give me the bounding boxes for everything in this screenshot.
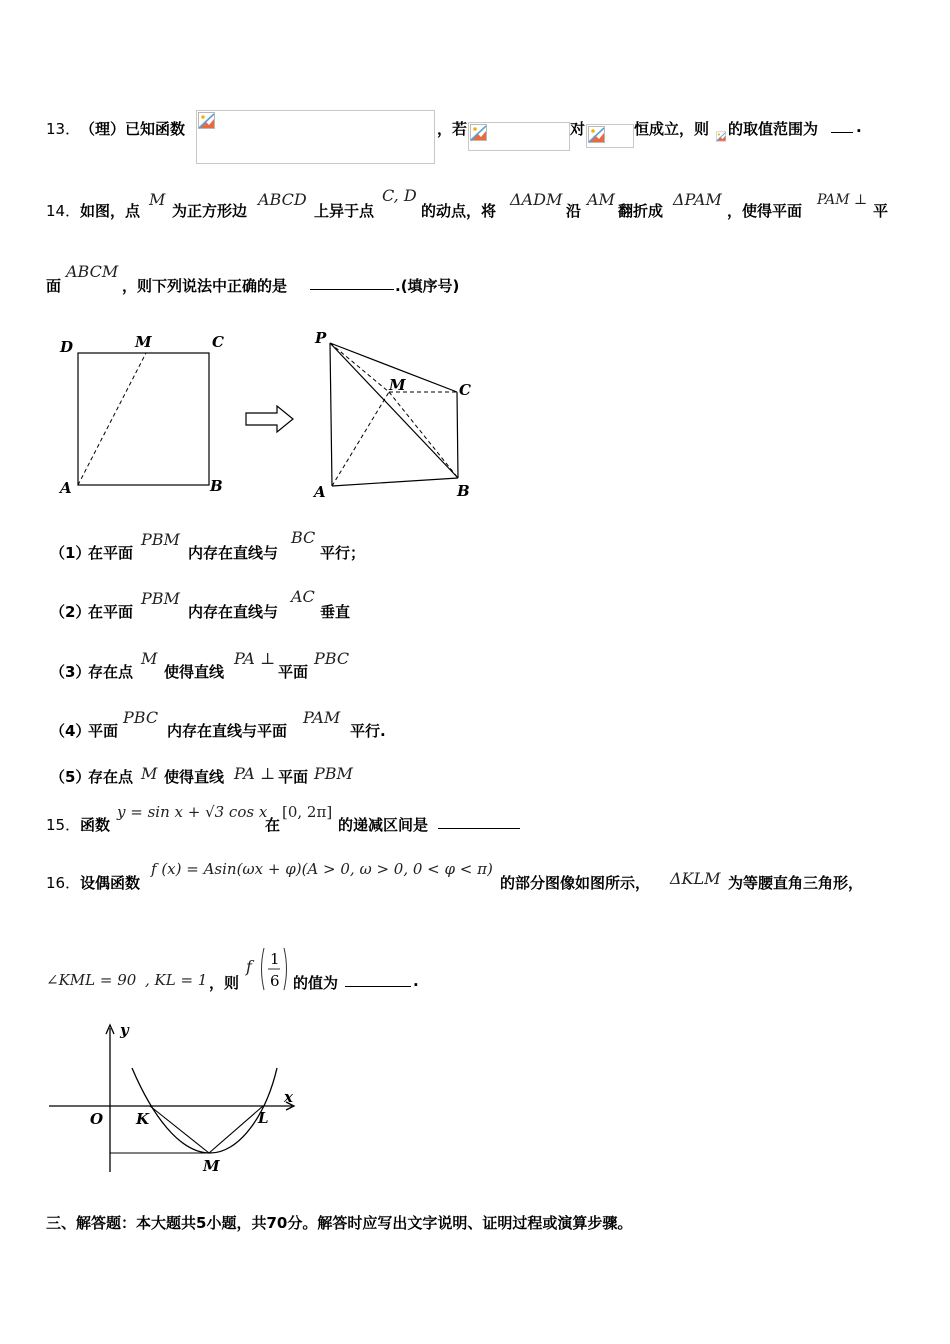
option-text: 存在点 xyxy=(88,663,134,681)
math-AM: AM xyxy=(587,190,615,209)
square-figure xyxy=(40,325,240,500)
q14-text: 平 xyxy=(873,202,889,220)
right-arrow-icon xyxy=(244,404,296,434)
label-B: B xyxy=(210,477,223,495)
option-text: 使得直线 xyxy=(164,663,225,681)
q13-text-prefix: （理）已知函数 xyxy=(80,120,186,138)
label-O: O xyxy=(90,1110,104,1128)
fraction-denominator: 6 xyxy=(270,972,280,990)
formula-image-placeholder xyxy=(196,110,435,164)
broken-image-icon xyxy=(470,124,487,141)
math-ABCM: ABCM xyxy=(66,262,119,281)
fraction-numerator: 1 xyxy=(270,950,280,968)
option-text: 内存在直线与 xyxy=(188,544,279,562)
math-interval: [0, 2π] xyxy=(282,803,333,821)
option-text: 平行； xyxy=(320,544,366,562)
broken-image-icon xyxy=(716,128,726,145)
q14-text: ，使得平面 xyxy=(727,202,803,220)
q14-text: .(填序号) xyxy=(395,277,460,295)
math-f: f xyxy=(246,957,252,976)
q14-text: 如图，点 xyxy=(80,202,141,220)
math-KLM: ΔKLM xyxy=(670,869,721,888)
math-PA-perp: PA ⊥ xyxy=(234,649,275,668)
option-text: 在平面 xyxy=(88,603,134,621)
question-number: 15． xyxy=(46,816,81,834)
q16-text: 的部分图像如图所示， xyxy=(500,874,651,892)
q13-text-always: 恒成立，则 xyxy=(634,120,710,138)
math-BC: BC xyxy=(291,528,316,547)
math-CD: C, D xyxy=(382,186,417,205)
math-PBC: PBC xyxy=(123,708,159,727)
option-text: 平行. xyxy=(350,722,386,740)
label-M: M xyxy=(389,376,406,394)
math-PBC: PBC xyxy=(314,649,350,668)
answer-blank xyxy=(438,814,520,833)
label-y: y xyxy=(120,1021,129,1039)
answer-blank xyxy=(831,118,853,137)
option-text: 平面 xyxy=(278,768,309,786)
math-PBM: PBM xyxy=(141,589,180,608)
math-AC: AC xyxy=(291,587,315,606)
label-P: P xyxy=(315,329,327,347)
option-index: （4） xyxy=(50,722,91,740)
label-C: C xyxy=(459,381,471,399)
label-M: M xyxy=(135,333,152,351)
q16-text: . xyxy=(413,972,419,990)
option-text: 内存在直线与平面 xyxy=(167,722,288,740)
label-K: K xyxy=(136,1110,150,1128)
folded-figure xyxy=(305,325,495,505)
broken-image-icon xyxy=(588,126,605,143)
math-PAM-perp: PAM ⊥ xyxy=(817,192,868,208)
option-text: 平面 xyxy=(88,722,119,740)
question-number: 13． xyxy=(46,120,81,138)
broken-image-icon xyxy=(198,112,215,129)
label-M: M xyxy=(203,1157,220,1175)
q15-text: 的递减区间是 xyxy=(338,816,429,834)
math-PBM: PBM xyxy=(314,764,353,783)
q16-text: 为等腰直角三角形， xyxy=(728,874,864,892)
option-text: 内存在直线与 xyxy=(188,603,279,621)
math-ABCD: ABCD xyxy=(258,190,307,209)
q14-text: 面 xyxy=(46,277,62,295)
label-A: A xyxy=(60,479,72,497)
q16-text: 的值为 xyxy=(293,974,339,992)
q13-text-for: 对 xyxy=(570,120,586,138)
answer-blank xyxy=(345,972,411,991)
q14-text: 上异于点 xyxy=(314,202,375,220)
q14-text: ，则下列说法中正确的是 xyxy=(122,277,288,295)
question-number: 14． xyxy=(46,202,81,220)
math-ADM: ΔADM xyxy=(510,190,563,209)
math-angle: ∠KML = 90 xyxy=(46,971,137,989)
math-M: M xyxy=(141,764,158,783)
option-index: （3） xyxy=(50,663,91,681)
option-index: （5） xyxy=(50,768,91,786)
option-text: 使得直线 xyxy=(164,768,225,786)
label-L: L xyxy=(258,1109,269,1127)
math-PBM: PBM xyxy=(141,530,180,549)
option-index: （2） xyxy=(50,603,91,621)
label-B: B xyxy=(457,482,470,500)
q16-text: 设偶函数 xyxy=(80,874,141,892)
math-M: M xyxy=(149,190,166,209)
option-text: 垂直 xyxy=(320,603,351,621)
q15-text: 在 xyxy=(265,816,281,834)
option-index: （1） xyxy=(50,544,91,562)
section-3-heading: 三、解答题：本大题共5小题，共70分。解答时应写出文字说明、证明过程或演算步骤。 xyxy=(46,1214,633,1232)
math-PA-perp: PA ⊥ xyxy=(234,764,275,783)
q14-text: 为正方形边 xyxy=(172,202,248,220)
q15-text: 函数 xyxy=(80,816,111,834)
label-C: C xyxy=(212,333,224,351)
function-graph xyxy=(44,1020,314,1180)
option-text: 存在点 xyxy=(88,768,134,786)
q14-text: 沿 xyxy=(566,202,582,220)
option-text: 平面 xyxy=(278,663,309,681)
q16-text: ，则 xyxy=(209,974,240,992)
label-D: D xyxy=(60,338,74,356)
math-function: y = sin x + √3 cos x xyxy=(117,803,268,821)
q14-text: 翻折成 xyxy=(618,202,664,220)
math-KL: , KL = 1 xyxy=(145,971,208,989)
math-PAM: PAM xyxy=(303,708,341,727)
q13-text-end: . xyxy=(856,118,862,136)
q13-text-range: 的取值范围为 xyxy=(728,120,819,138)
label-x: x xyxy=(284,1088,293,1106)
q13-text-if: ，若 xyxy=(437,120,468,138)
q14-text: 的动点，将 xyxy=(421,202,497,220)
math-fraction xyxy=(258,946,290,992)
question-number: 16． xyxy=(46,874,81,892)
label-A: A xyxy=(314,483,326,501)
option-text: 在平面 xyxy=(88,544,134,562)
answer-blank xyxy=(310,275,394,294)
math-function: f (x) = Asin(ωx + φ)(A > 0, ω > 0, 0 < φ < π) xyxy=(151,860,493,878)
math-M: M xyxy=(141,649,158,668)
math-PAM: ΔPAM xyxy=(673,190,722,209)
